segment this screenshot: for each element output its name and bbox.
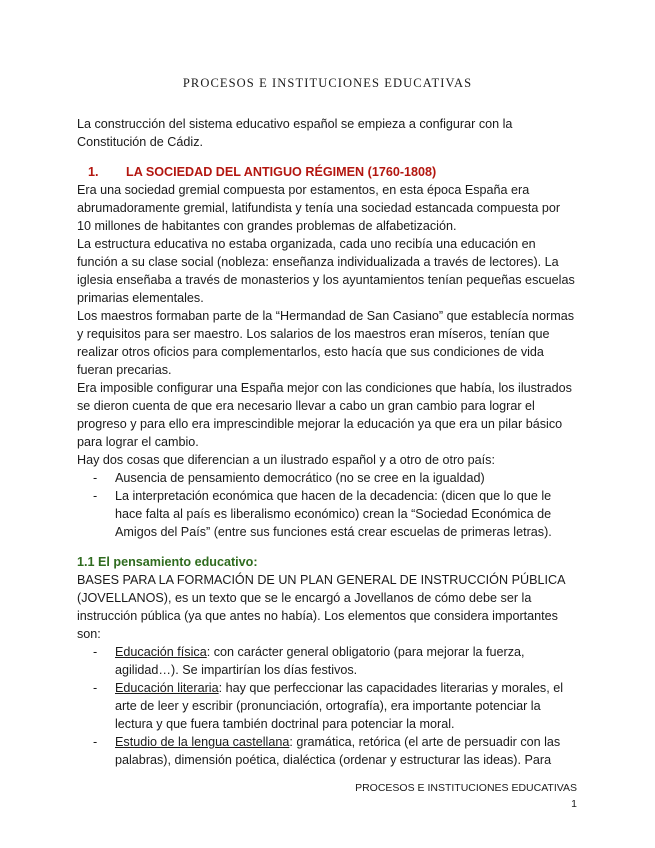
term: Estudio de la lengua castellana	[115, 735, 290, 749]
paragraph: BASES PARA LA FORMACIÓN DE UN PLAN GENERAL DE INSTRUCCIÓN PÚBLICA (JOVELLANOS), es un texto que se le encargó a Jovellanos de cómo debe ser la instrucción pública (ya que antes no había). Los elementos que considera importantes son:	[77, 573, 565, 641]
paragraph: Hay dos cosas que diferencian a un ilustrado español y a otro de otro país:	[77, 453, 495, 467]
bullet-dash: -	[93, 681, 98, 695]
bullet-dash: -	[93, 735, 98, 749]
bullet-list	[77, 643, 577, 769]
page-number: 1	[571, 798, 577, 810]
intro-paragraph: La construcción del sistema educativo español se empieza a configurar con la Constitución de Cádiz.	[77, 117, 513, 149]
bullet-list	[77, 469, 577, 541]
list-item: - Ausencia de pensamiento democrático (no se cree en la igualdad)	[93, 471, 485, 485]
paragraph: Los maestros formaban parte de la “Hermandad de San Casiano” que establecía normas y requisitos para ser maestro. Los salarios de los maestros eran míseros, tenían que realizar otros oficios para complementarlos, esto hacía que sus condiciones de vida fueran precarias.	[77, 309, 575, 377]
section-1-number: 1.	[88, 165, 99, 179]
section-1-1-heading: 1.1 El pensamiento educativo:	[77, 555, 258, 569]
section-1-heading	[77, 163, 577, 181]
paragraph: La estructura educativa no estaba organizada, cada uno recibía una educación en función a su clase social (nobleza: enseñanza individualizada a través de lectores). La iglesia enseñaba a través de monasterios y los ayuntamientos tenían pequeñas escuelas primarias elementales.	[77, 237, 575, 305]
page-title: PROCESOS E INSTITUCIONES EDUCATIVAS	[182, 76, 473, 90]
paragraph: Era una sociedad gremial compuesta por estamentos, en esta época España era abrumadoramente gremial, latifundista y tenía una sociedad estancada compuesta por 10 millones de habitantes con grandes problemas de alfabetización.	[77, 183, 561, 233]
section-1-title: LA SOCIEDAD DEL ANTIGUO RÉGIMEN (1760-1808)	[126, 165, 437, 179]
paragraph: Era imposible configurar una España mejor con las condiciones que había, los ilustrados se dieron cuenta de que era necesario llevar a cabo un gran cambio para lograr el progreso y para ello era imprescindible mejorar la educación ya que era un pilar básico para lograr el cambio.	[77, 381, 572, 449]
document-body	[77, 115, 577, 769]
list-item: - Educación física: con carácter general obligatorio (para mejorar la fuerza, agilidad…). Se impartirían los días festivos.	[93, 645, 525, 677]
bullet-dash: -	[93, 645, 98, 659]
term: Educación física	[115, 645, 207, 659]
page-footer	[355, 780, 577, 812]
list-item: - Educación literaria: hay que perfeccionar las capacidades literarias y morales, el arte de leer y escribir (pronunciación, ortografía), era importante potenciar la lectura y que fuera también doctrinal para potenciar la moral.	[93, 681, 564, 731]
bullet-dash: -	[93, 471, 98, 485]
bullet-dash: -	[93, 489, 98, 503]
list-item: - La interpretación económica que hacen de la decadencia: (dicen que lo que le hace falta al país es liberalismo económico) crean la “Sociedad Económica de Amigos del País” (entre sus funciones está crear escuelas de primeras letras).	[93, 489, 552, 539]
term: Educación literaria	[115, 681, 219, 695]
footer-title: PROCESOS E INSTITUCIONES EDUCATIVAS	[355, 782, 577, 794]
list-item: - Estudio de la lengua castellana: gramática, retórica (el arte de persuadir con las palabras), dimensión poética, dialéctica (ordenar y estructurar las ideas). Para	[93, 735, 561, 767]
